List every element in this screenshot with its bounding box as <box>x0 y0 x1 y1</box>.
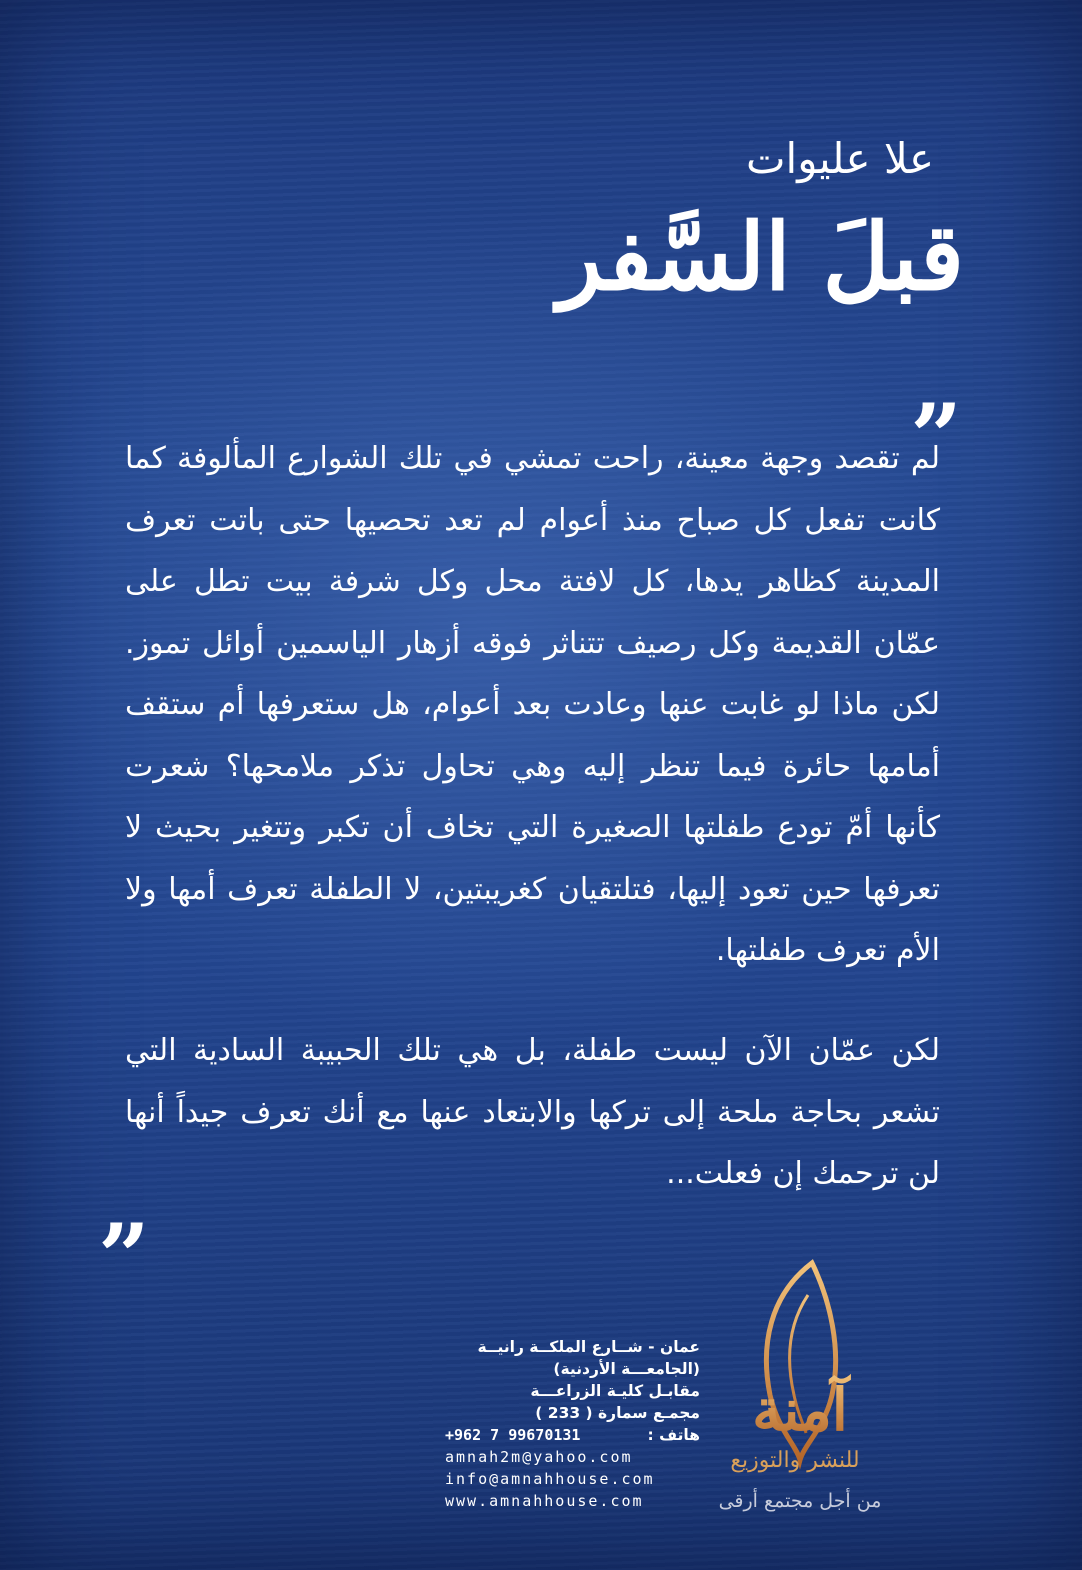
publisher-address-block <box>445 1336 700 1512</box>
phone-line <box>445 1424 700 1446</box>
publisher-slogan: من أجل مجتمع أرقى <box>718 1490 882 1512</box>
email-info: info@amnahhouse.com <box>445 1470 655 1488</box>
address-line: (الجامعـــة الأردنية) <box>553 1360 700 1378</box>
opening-quote-mark: ” <box>910 384 962 490</box>
address-line: مجمـع سمارة ( 233 ) <box>535 1404 700 1422</box>
author-name: علا عليوات <box>745 134 934 183</box>
publisher-logo <box>700 1255 900 1515</box>
address-line: عمان - شــارع الملكــة رانيــة <box>477 1338 700 1356</box>
closing-quote-mark: ” <box>98 1204 150 1310</box>
logo-wordmark: آمنة <box>752 1376 848 1444</box>
email-yahoo: amnah2m@yahoo.com <box>445 1448 633 1466</box>
book-title: قبلَ السَّفر <box>557 203 964 311</box>
blurb-paragraph-2: لكن عمّان الآن ليست طفلة، بل هي تلك الحبيبة السادية التي تشعر بحاجة ملحة إلى تركها والابتعاد عنها مع أنك تعرف جيداً أنها لن ترحمك إن فعلت... <box>125 1033 940 1191</box>
blurb-paragraph-1: لم تقصد وجهة معينة، راحت تمشي في تلك الشوارع المألوفة كما كانت تفعل كل صباح منذ أعوام لم تعد تحصيها حتى باتت تعرف المدينة كظاهر يدها، كل لافتة محل وكل شرفة بيت تطل على عمّان القديمة وكل رصيف تتناثر فوقه أزهار الياسمين أوائل تموز. لكن ماذا لو غابت عنها وعادت بعد أعوام، هل ستعرفها أم ستقف أمامها حائرة فيما تنظر إليه وهي تحاول تذكر ملامحها؟ شعرت كأنها أمّ تودع طفلتها الصغيرة التي تخاف أن تكبر وتتغير بحيث لا تعرفها حين تعود إليها، فتلتقيان كغريبتين، لا الطفلة تعرف أمها ولا الأم تعرف طفلتها. <box>125 441 940 968</box>
website-url: www.amnahhouse.com <box>445 1492 644 1510</box>
address-line: مقابـل كليـة الزراعـــة <box>530 1382 700 1400</box>
publisher-name: للنشر والتوزيع <box>730 1448 860 1473</box>
phone-label: هاتف : <box>647 1426 700 1444</box>
phone-number: +962 7 99670131 <box>445 1426 581 1444</box>
